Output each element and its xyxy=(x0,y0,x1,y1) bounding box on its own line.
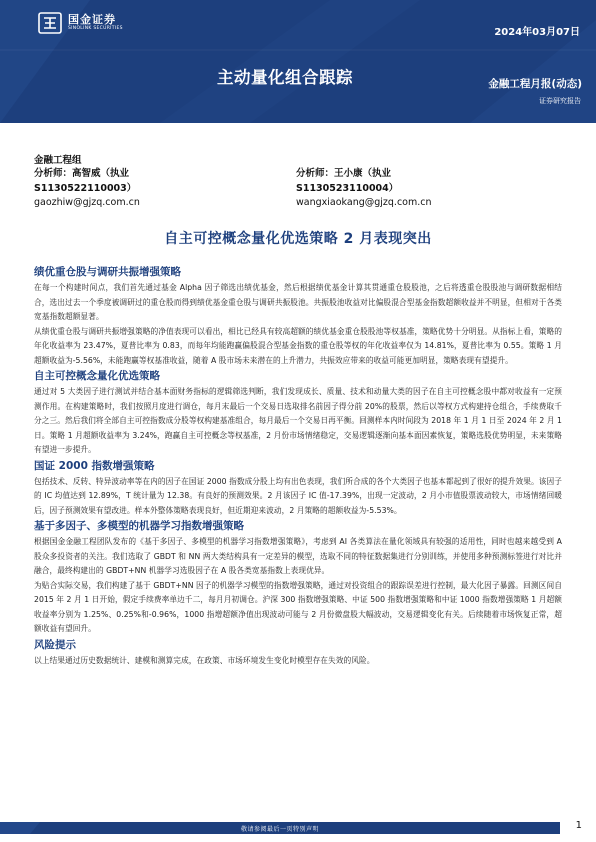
logo-chinese-name: 国金证券 xyxy=(68,13,116,27)
section-title: 自主可控概念量化优选策略 xyxy=(34,370,160,382)
section-paragraph: 以上结果通过历史数据统计、建模和测算完成，在政策、市场环境发生变化时模型存在失效的风险。 xyxy=(34,655,375,665)
analyst-2-label: 分析师：王小康（执业 xyxy=(296,168,392,179)
report-header xyxy=(0,0,596,123)
logo-english-name: SINOLINK SECURITIES xyxy=(68,26,123,32)
report-category: 证券研究报告 xyxy=(539,97,581,105)
section-paragraph: 通过对 5 大类因子进行测试并结合基本面财务指标的逻辑筛选判断，我们发现成长、质量、技术和动量大类的因子在自主可控概念股中都对收益有一定预测作用。在构建策略时，我们按照月度进行调仓，每月末最后一个交易日选取排名前因子得分前 20%的股票，然后以等权方式构建持仓组合，手续费取千分之三。然后我们将全部自主可控指数成分股等权构建基准组合，每月最后一个交易日再平衡。回测样本内时间段为 2018 年 1 月 1 日至 2024 年 2 月 1 日。策略 1 月超额收益率为 3.24%，跑赢自主可控概念等权基准，2 月份市场情绪稳定，交易逻辑逐渐向基本面因素恢复，策略选股优势明显，未来策略有望进一步提升。 xyxy=(34,387,562,454)
analyst-1-label: 分析师：高智威（执业 xyxy=(34,168,130,179)
analyst-2-email[interactable]: wangxiaokang@gjzq.com.cn xyxy=(296,197,432,208)
section-paragraph: 根据国金金融工程团队发布的《基于多因子、多模型的机器学习指数增强策略》，考虑到 AI 各类算法在量化领域具有较强的适用性，同时也越来越受到 A 股众多投资者的关注。我们选取了 GBDT 和 NN 两大类结构具有一定差异的模型，选取不同的特征数据集进行分别训练，并使用多种预测标签进行对比并融合，最终构建出的 GBDT+NN 机器学习选股因子在 A 股各类宽基指数上表现优异。 xyxy=(34,537,562,575)
section-title: 绩优重仓股与调研共振增强策略 xyxy=(34,266,181,278)
company-logo-icon xyxy=(38,12,62,34)
analyst-2 xyxy=(296,167,432,211)
section-paragraph: 为贴合实际交易，我们构建了基于 GBDT+NN 因子的机器学习模型的指数增强策略，通过对投资组合的跟踪误差进行控制，最大化因子暴露。回测区间自 2015 年 2 月 1 日开始，假定手续费率单边千二，每月月初调仓。沪深 300 指数增强策略、中证 500 指数增强策略和中证 1000 指数增强策略 1 月超额收益率分别为 1.25%、0.25%和-0.96%，1000 指增超额净值出现波动可能与 2 月份微盘股大幅波动，交易逻辑变化有关。后续随着市场恢复正常，超额收益有望回升。 xyxy=(34,580,562,633)
analyst-1 xyxy=(34,167,140,211)
footer-disclaimer[interactable]: 敬请参阅最后一页特别声明 xyxy=(240,826,319,833)
research-team: 金融工程组 xyxy=(34,155,82,166)
report-date: 2024年03月07日 xyxy=(494,27,580,38)
analyst-2-cert: S1130523110004） xyxy=(296,182,399,194)
report-type: 金融工程月报(动态) xyxy=(488,78,582,90)
report-body xyxy=(34,264,562,668)
section-paragraph: 在每一个构建时间点，我们首先通过基金 Alpha 因子筛选出绩优基金，然后根据绩优基金计算其贯通重仓股股池，之后将透重仓股股池与调研数据相结合，选出过去一个季度被调研过的重仓股而得到绩优基金重仓股与调研共振股池。共振股池收益对比偏股混合型基金指数超额收益并不明显，但相对于各类宽基指数超额显著。 xyxy=(34,283,562,321)
section-title: 国证 2000 指数增强策略 xyxy=(34,459,155,472)
page-number: 1 xyxy=(575,820,582,831)
company-logo xyxy=(38,12,123,34)
analyst-1-cert: S1130522110003） xyxy=(34,182,137,194)
section-paragraph: 从绩优重仓股与调研共振增强策略的净值表现可以看出，相比已经具有较高超额的绩优基金重仓股股池等权基准，策略优势十分明显。从指标上看，策略的年化收益率为 23.47%，夏普比率为 0.83，而每年均能跑赢偏股混合型基金指数的重仓股等权的年化收益率仅为 14.81%，夏普比率为 0.55。策略 1 月超额收益为-5.56%，未能跑赢等权基准收益，随着 A 股市场未来潜在的上升潜力，共振效应带来的收益可能更加明显，策略表现有望提升。 xyxy=(34,326,562,365)
main-headline: 自主可控概念量化优选策略 2 月表现突出 xyxy=(164,231,432,247)
section-title: 基于多因子、多模型的机器学习指数增强策略 xyxy=(34,520,244,532)
section-paragraph: 包括技术、反转、特异波动率等在内的因子在国证 2000 指数成分股上均有出色表现，我们所合成的各个大类因子也基本都起到了很好的提升效果。该因子的 IC 均值达到 12.89%，T 统计量为 12.38。有良好的预测效果。2 月该因子 IC 值-17.39%，出现一定波动，2 月小市值股票波动较大，市场情绪回暖后，因子预测效果有望改进。样本外整体策略表现良好，但近期迎来波动，2 月策略的超额收益为-5.53%。 xyxy=(34,476,562,515)
report-title: 主动量化组合跟踪 xyxy=(217,68,353,87)
section-title: 风险提示 xyxy=(34,638,76,651)
analyst-1-email[interactable]: gaozhiw@gjzq.com.cn xyxy=(34,197,140,208)
